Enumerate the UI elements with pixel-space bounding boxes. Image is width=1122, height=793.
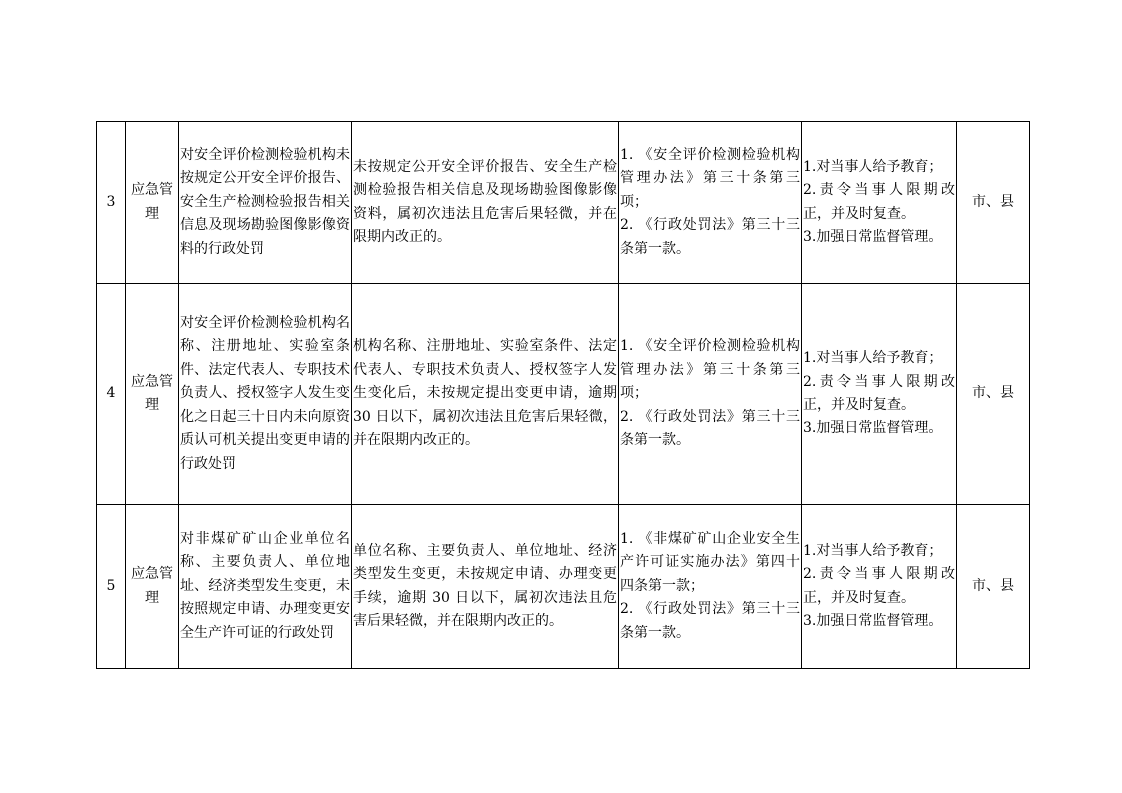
condition-text: 单位名称、主要负责人、单位地址、经济类型发生变更，未按规定申请、办理变更手续，逾期 30 日以下，属初次违法且危害后果轻微，并在限期内改正的。 bbox=[353, 542, 617, 629]
measure-item: 3.加强日常监督管理。 bbox=[803, 420, 943, 437]
condition-cell bbox=[352, 505, 619, 669]
department-cell bbox=[126, 122, 179, 284]
measures-cell bbox=[802, 505, 957, 669]
scope-cell bbox=[957, 122, 1030, 284]
seq-cell bbox=[97, 505, 126, 669]
matter-text: 对安全评价检测检验机构名称、注册地址、实验室条件、法定代表人、专职技术负责人、授权签字人发生变化之日起三十日内未向原资质认可机关提出变更申请的行政处罚 bbox=[180, 315, 350, 472]
department-text: 应急管理 bbox=[131, 182, 173, 222]
basis-cell bbox=[619, 284, 802, 505]
scope-text: 市、县 bbox=[972, 385, 1014, 402]
basis-cell bbox=[619, 505, 802, 669]
penalty-exemption-table bbox=[96, 121, 1030, 669]
seq-number: 5 bbox=[106, 577, 116, 594]
measure-item: 1.对当事人给予教育； bbox=[803, 158, 943, 175]
measure-item: 1.对当事人给予教育； bbox=[803, 542, 943, 559]
measures-cell bbox=[802, 122, 957, 284]
measure-item: 3.加强日常监督管理。 bbox=[803, 228, 943, 245]
measure-item: 2.责令当事人限期改正，并及时复查。 bbox=[803, 566, 955, 606]
seq-number: 4 bbox=[106, 385, 116, 402]
seq-cell bbox=[97, 122, 126, 284]
department-cell bbox=[126, 284, 179, 505]
measure-item: 2.责令当事人限期改正，并及时复查。 bbox=[803, 182, 955, 222]
measures-cell bbox=[802, 284, 957, 505]
department-cell bbox=[126, 505, 179, 669]
basis-item: 2. 《行政处罚法》第三十三条第一款。 bbox=[620, 217, 800, 257]
scope-text: 市、县 bbox=[972, 193, 1014, 210]
table-row bbox=[97, 284, 1030, 505]
matter-text: 对安全评价检测检验机构未按规定公开安全评价报告、安全生产检测检验报告相关信息及现场勘验图像影像资料的行政处罚 bbox=[180, 146, 350, 257]
basis-item: 1. 《安全评价检测检验机构管理办法》第三十条第三项； bbox=[620, 146, 800, 210]
condition-cell bbox=[352, 284, 619, 505]
matter-text: 对非煤矿矿山企业单位名称、主要负责人、单位地址、经济类型发生变更，未按照规定申请、办理变更安全生产许可证的行政处罚 bbox=[180, 530, 350, 641]
seq-cell bbox=[97, 284, 126, 505]
table-row bbox=[97, 505, 1030, 669]
condition-text: 未按规定公开安全评价报告、安全生产检测检验报告相关信息及现场勘验图像影像资料，属初次违法且危害后果轻微，并在限期内改正的。 bbox=[353, 158, 617, 245]
scope-text: 市、县 bbox=[972, 577, 1014, 594]
seq-number: 3 bbox=[106, 193, 116, 210]
matter-cell bbox=[179, 122, 352, 284]
table-row bbox=[97, 122, 1030, 284]
basis-item: 1. 《安全评价检测检验机构管理办法》第三十条第三项； bbox=[620, 338, 800, 402]
condition-cell bbox=[352, 122, 619, 284]
department-text: 应急管理 bbox=[131, 373, 173, 413]
department-text: 应急管理 bbox=[131, 566, 173, 606]
basis-item: 2. 《行政处罚法》第三十三条第一款。 bbox=[620, 408, 800, 449]
basis-item: 1. 《非煤矿矿山企业安全生产许可证实施办法》第四十四条第一款； bbox=[620, 530, 800, 594]
measure-item: 1.对当事人给予教育； bbox=[803, 350, 943, 367]
basis-cell bbox=[619, 122, 802, 284]
scope-cell bbox=[957, 284, 1030, 505]
measure-item: 2.责令当事人限期改正，并及时复查。 bbox=[803, 373, 955, 413]
measure-item: 3.加强日常监督管理。 bbox=[803, 612, 943, 629]
condition-text: 机构名称、注册地址、实验室条件、法定代表人、专职技术负责人、授权签字人发生变化后，未按规定提出变更申请，逾期 30 日以下，属初次违法且危害后果轻微，并在限期内改正的。 bbox=[353, 338, 617, 449]
basis-item: 2. 《行政处罚法》第三十三条第一款。 bbox=[620, 601, 800, 641]
matter-cell bbox=[179, 284, 352, 505]
scope-cell bbox=[957, 505, 1030, 669]
matter-cell bbox=[179, 505, 352, 669]
